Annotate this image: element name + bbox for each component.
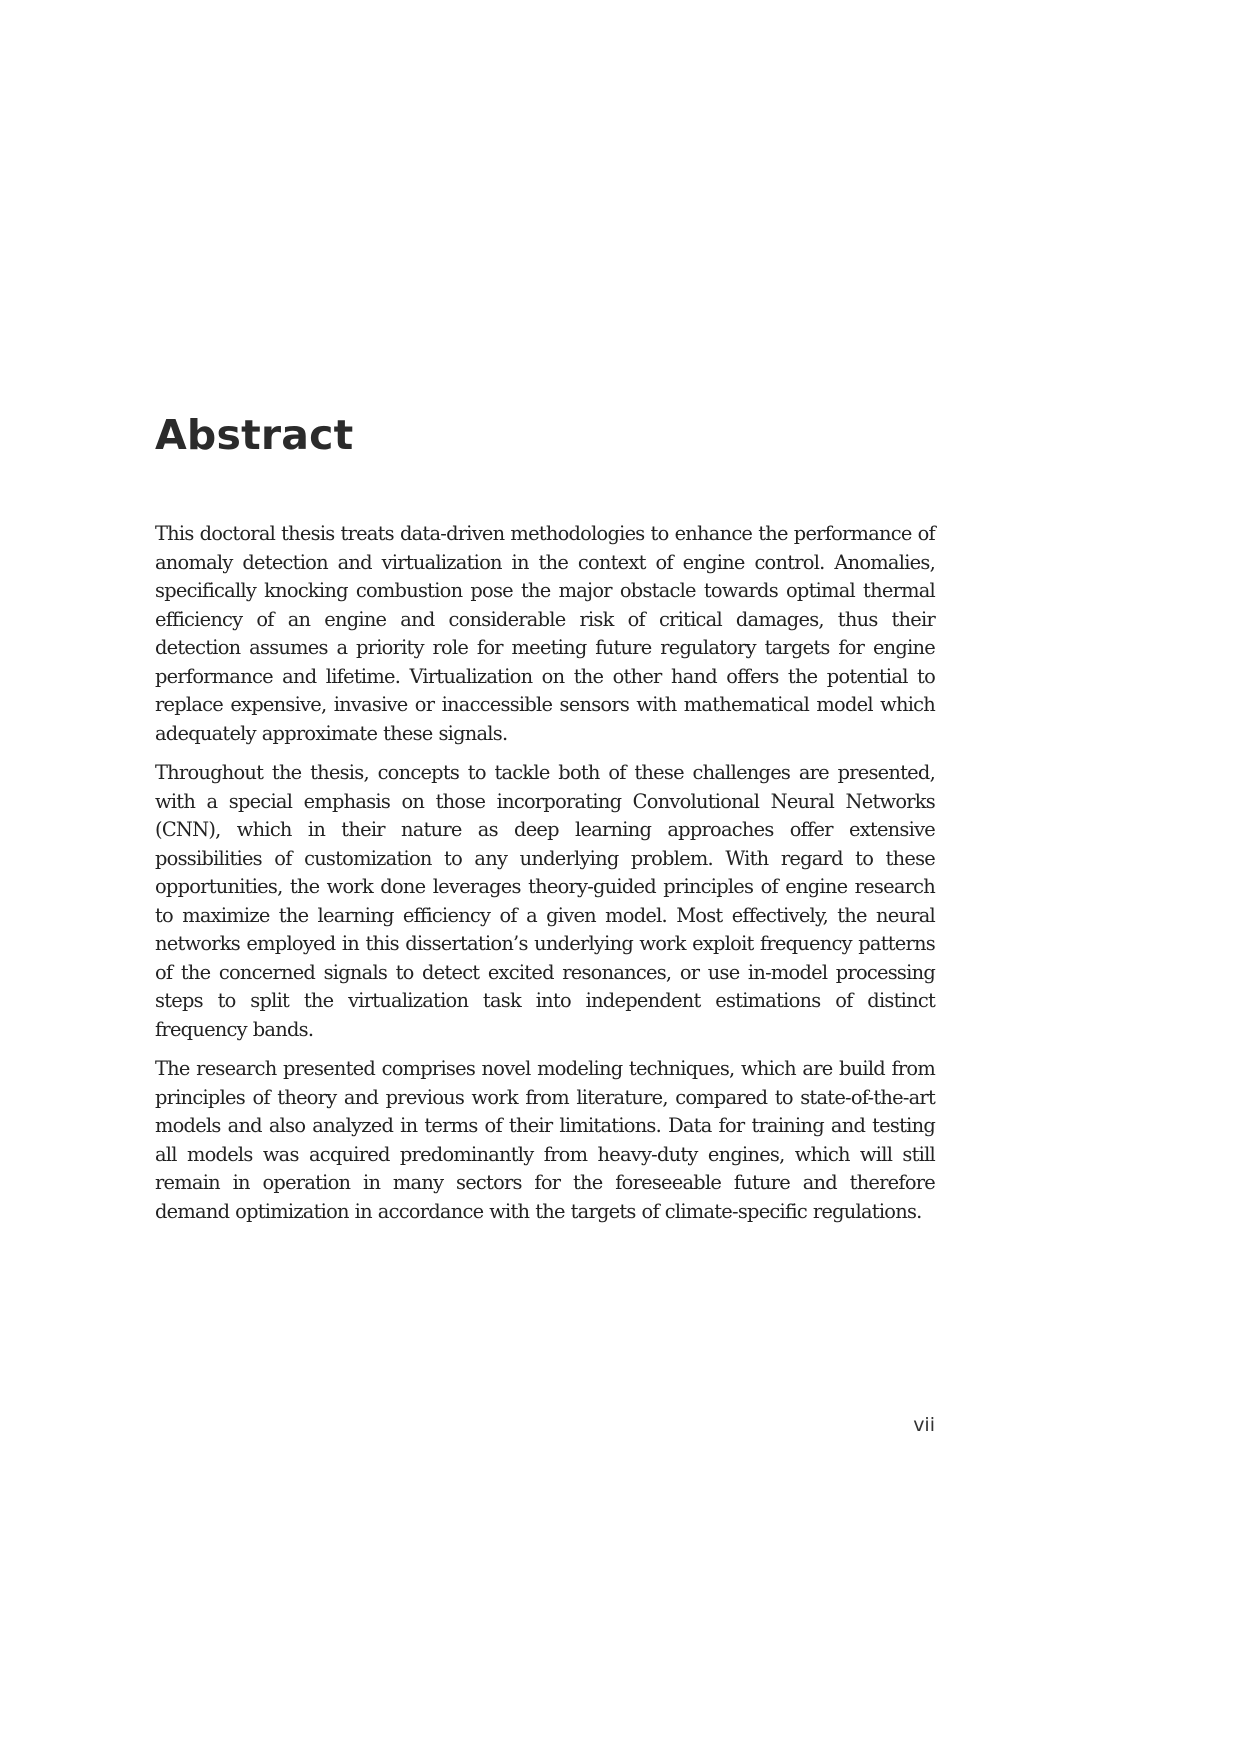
- abstract-body: [155, 520, 935, 1237]
- abstract-paragraph-1: This doctoral thesis treats data-driven methodologies to enhance the performance of anomaly detection and virtualization in the context of engine control. Anomalies, specifically knocking combustion pose the major obstacle towards optimal thermal efficiency of an engine and considerable risk of critical damages, thus their detection assumes a priority role for meeting future regulatory targets for engine performance and lifetime. Virtualization on the other hand offers the potential to replace expensive, invasive or inaccessible sensors with mathematical model which adequately approximate these signals.: [155, 522, 935, 745]
- abstract-paragraph-3: The research presented comprises novel modeling techniques, which are build from principles of theory and previous work from literature, compared to state-of-the-art models and also analyzed in terms of their limitations. Data for training and testing all models was acquired predominantly from heavy-duty engines, which will still remain in operation in many sectors for the foreseeable future and therefore demand optimization in accordance with the targets of climate-specific regulations.: [155, 1057, 935, 1223]
- page-number: vii: [913, 1414, 935, 1436]
- chapter-title: Abstract: [155, 411, 354, 459]
- abstract-paragraph-2: Throughout the thesis, concepts to tackle both of these challenges are presented, with a special emphasis on those incorporating Convolutional Neural Networks (CNN), which in their nature as deep learning approaches offer extensive possibilities of customization to any underlying problem. With regard to these opportunities, the work done leverages theory-guided principles of engine research to maximize the learning efficiency of a given model. Most effectively, the neural networks employed in this dissertation’s underlying work exploit frequency patterns of the concerned signals to detect excited resonances, or use in-model processing steps to split the virtualization task into independent estimations of distinct frequency bands.: [155, 761, 935, 1041]
